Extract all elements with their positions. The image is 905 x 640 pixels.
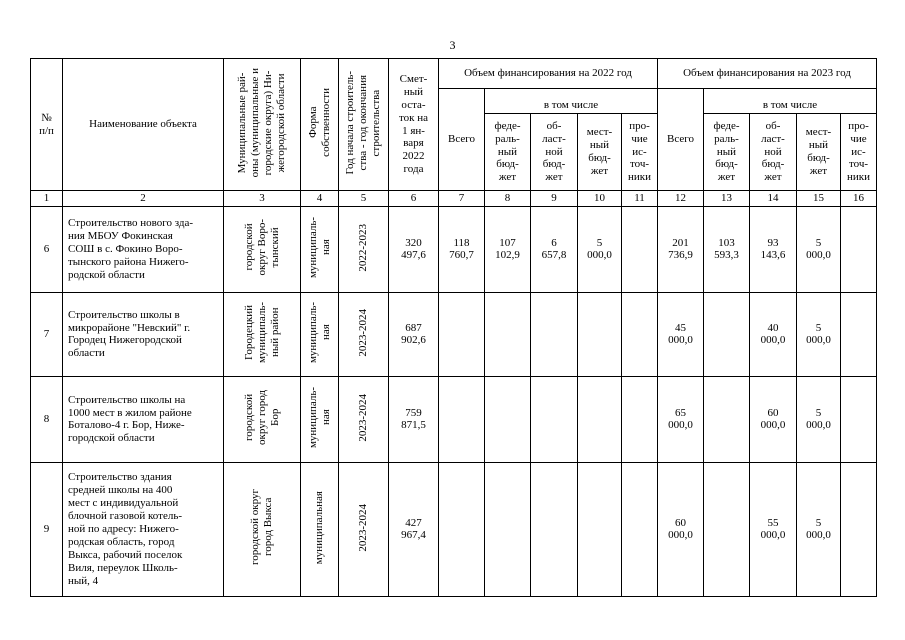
header-regional-2023: об- ласт- ной бюд- жет	[750, 114, 797, 191]
header-years: Год начала строитель- ства - год окончания строительства	[339, 59, 389, 191]
other-2022	[622, 376, 658, 462]
ownership-cell: муниципаль- ная	[301, 376, 339, 462]
local-2023: 5 000,0	[797, 292, 841, 376]
federal-2022	[485, 462, 531, 596]
regional-2022	[531, 376, 578, 462]
table-row	[31, 376, 877, 462]
ownership-cell: муниципаль- ная	[301, 206, 339, 292]
total-2023: 45 000,0	[658, 292, 704, 376]
row-number: 8	[31, 376, 63, 462]
row-number: 6	[31, 206, 63, 292]
federal-2022	[485, 292, 531, 376]
column-number: 15	[797, 191, 841, 207]
header-ownership: Форма собственности	[301, 59, 339, 191]
federal-2022	[485, 376, 531, 462]
column-number: 5	[339, 191, 389, 207]
years-cell: 2023-2024	[339, 462, 389, 596]
column-number: 8	[485, 191, 531, 207]
municipality-cell: Городецкий муниципаль- ный район	[224, 292, 301, 376]
object-name: Строительство здания средней школы на 400 мест с индивидуальной блочной газовой котель- ной по адресу: Нижего- родская область, город Выкса, рабочий поселок Виля, переулок Школь- ный, 4	[63, 462, 224, 596]
regional-2023: 55 000,0	[750, 462, 797, 596]
other-2022	[622, 292, 658, 376]
total-2022	[439, 462, 485, 596]
row-number: 9	[31, 462, 63, 596]
header-local-2023: мест- ный бюд- жет	[797, 114, 841, 191]
other-2023	[841, 206, 877, 292]
federal-2023: 103 593,3	[704, 206, 750, 292]
column-number: 2	[63, 191, 224, 207]
column-number: 6	[389, 191, 439, 207]
header-municipality: Муниципальные рай- оны (муниципальные и городские округа) Ни- жегородской области	[224, 59, 301, 191]
local-2022: 5 000,0	[578, 206, 622, 292]
column-number: 11	[622, 191, 658, 207]
column-number-row	[31, 191, 877, 207]
local-2023: 5 000,0	[797, 376, 841, 462]
table-row	[31, 206, 877, 292]
regional-2022: 6 657,8	[531, 206, 578, 292]
header-other-2022: про- чие ис- точ- ники	[622, 114, 658, 191]
municipality-cell: городской округ город Бор	[224, 376, 301, 462]
column-number: 4	[301, 191, 339, 207]
table-row	[31, 292, 877, 376]
object-name: Строительство нового зда- ния МБОУ Фокинская СОШ в с. Фокино Воро- тынского района Нижего- родской области	[63, 206, 224, 292]
object-name: Строительство школы в микрорайоне "Невский" г. Городец Нижегородской области	[63, 292, 224, 376]
total-2022	[439, 376, 485, 462]
federal-2023	[704, 292, 750, 376]
header-fin-2022: Объем финансирования на 2022 год	[439, 59, 658, 89]
local-2022	[578, 462, 622, 596]
header-federal-2022: феде- раль- ный бюд- жет	[485, 114, 531, 191]
local-2023: 5 000,0	[797, 462, 841, 596]
federal-2023	[704, 376, 750, 462]
years-cell: 2022-2023	[339, 206, 389, 292]
ownership-cell: муниципальная	[301, 462, 339, 596]
column-number: 7	[439, 191, 485, 207]
column-number: 14	[750, 191, 797, 207]
estimate-cell: 687 902,6	[389, 292, 439, 376]
column-number: 10	[578, 191, 622, 207]
federal-2022: 107 102,9	[485, 206, 531, 292]
regional-2023: 60 000,0	[750, 376, 797, 462]
years-cell: 2023-2024	[339, 292, 389, 376]
column-number: 1	[31, 191, 63, 207]
column-number: 9	[531, 191, 578, 207]
regional-2023: 93 143,6	[750, 206, 797, 292]
header-no: № п/п	[31, 59, 63, 191]
estimate-cell: 759 871,5	[389, 376, 439, 462]
regional-2022	[531, 462, 578, 596]
header-federal-2023: феде- раль- ный бюд- жет	[704, 114, 750, 191]
regional-2022	[531, 292, 578, 376]
total-2023: 60 000,0	[658, 462, 704, 596]
header-fin-2023: Объем финансирования на 2023 год	[658, 59, 877, 89]
header-regional-2022: об- ласт- ной бюд- жет	[531, 114, 578, 191]
column-number: 16	[841, 191, 877, 207]
federal-2023	[704, 462, 750, 596]
local-2023: 5 000,0	[797, 206, 841, 292]
estimate-cell: 320 497,6	[389, 206, 439, 292]
other-2023	[841, 462, 877, 596]
estimate-cell: 427 967,4	[389, 462, 439, 596]
other-2023	[841, 292, 877, 376]
header-including-2023: в том числе	[704, 89, 877, 114]
header-local-2022: мест- ный бюд- жет	[578, 114, 622, 191]
row-number: 7	[31, 292, 63, 376]
object-name: Строительство школы на 1000 мест в жилом районе Боталово-4 г. Бор, Ниже- городской области	[63, 376, 224, 462]
header-total-2022: Всего	[439, 89, 485, 191]
page-number: 3	[449, 38, 456, 52]
other-2023	[841, 376, 877, 462]
ownership-cell: муниципаль- ная	[301, 292, 339, 376]
table-row	[31, 462, 877, 596]
header-including-2022: в том числе	[485, 89, 658, 114]
other-2022	[622, 206, 658, 292]
header-row-1	[31, 59, 877, 89]
header-other-2023: про- чие ис- точ- ники	[841, 114, 877, 191]
other-2022	[622, 462, 658, 596]
column-number: 12	[658, 191, 704, 207]
financing-table	[30, 58, 877, 597]
total-2022	[439, 292, 485, 376]
header-name: Наименование объекта	[63, 59, 224, 191]
local-2022	[578, 292, 622, 376]
municipality-cell: городской округ город Выкса	[224, 462, 301, 596]
municipality-cell: городской округ Воро- тынский	[224, 206, 301, 292]
total-2022: 118 760,7	[439, 206, 485, 292]
total-2023: 201 736,9	[658, 206, 704, 292]
header-estimate: Смет- ный оста- ток на 1 ян- варя 2022 года	[389, 59, 439, 191]
column-number: 13	[704, 191, 750, 207]
header-total-2023: Всего	[658, 89, 704, 191]
column-number: 3	[224, 191, 301, 207]
total-2023: 65 000,0	[658, 376, 704, 462]
regional-2023: 40 000,0	[750, 292, 797, 376]
years-cell: 2023-2024	[339, 376, 389, 462]
local-2022	[578, 376, 622, 462]
